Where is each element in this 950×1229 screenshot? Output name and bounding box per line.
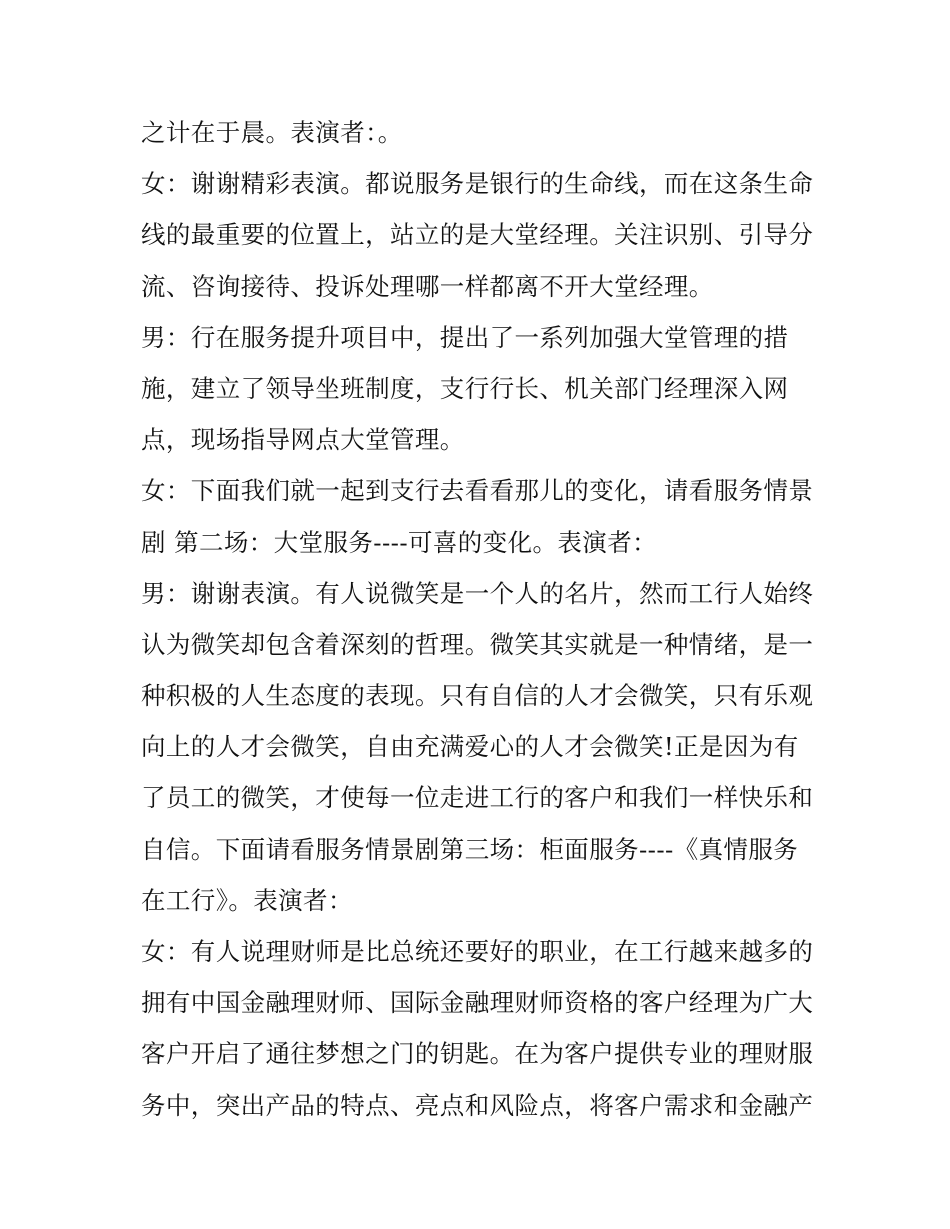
text-line: 向上的人才会微笑，自由充满爱心的人才会微笑!正是因为有 (141, 732, 799, 762)
text-line: 男：谢谢表演。有人说微笑是一个人的名片，然而工行人始终 (141, 578, 814, 608)
text-line: 剧 第二场：大堂服务----可喜的变化。表演者： (141, 527, 657, 557)
text-line: 女：下面我们就一起到支行去看看那儿的变化，请看服务情景 (141, 476, 814, 506)
text-line: 在工行》。表演者： (141, 885, 353, 915)
text-line: 拥有中国金融理财师、国际金融理财师资格的客户经理为广大 (141, 988, 814, 1018)
text-line: 务中，突出产品的特点、亮点和风险点，将客户需求和金融产 (141, 1090, 814, 1120)
text-line: 认为微笑却包含着深刻的哲理。微笑其实就是一种情绪，是一 (141, 629, 814, 659)
text-line: 客户开启了通往梦想之门的钥匙。在为客户提供专业的理财服 (141, 1039, 814, 1069)
text-line: 女：有人说理财师是比总统还要好的职业，在工行越来越多的 (141, 937, 814, 966)
text-line: 流、咨询接待、投诉处理哪一样都离不开大堂经理。 (141, 271, 714, 301)
text-line: 施，建立了领导坐班制度，支行行长、机关部门经理深入网 (141, 373, 789, 403)
document-body (141, 107, 821, 1131)
text-line: 点，现场指导网点大堂管理。 (141, 425, 465, 455)
text-line: 男：行在服务提升项目中，提出了一系列加强大堂管理的措 (141, 322, 789, 352)
text-line: 之计在于晨。表演者：。 (141, 118, 403, 147)
text-line: 种积极的人生态度的表现。只有自信的人才会微笑，只有乐观 (141, 681, 814, 711)
text-line: 自信。下面请看服务情景剧第三场：柜面服务----《真情服务 (141, 834, 799, 864)
text-line: 了员工的微笑，才使每一位走进工行的客户和我们一样快乐和 (141, 783, 814, 813)
text-line: 女：谢谢精彩表演。都说服务是银行的生命线，而在这条生命 (141, 169, 814, 199)
text-line: 线的最重要的位置上，站立的是大堂经理。关注识别、引导分 (141, 220, 814, 250)
